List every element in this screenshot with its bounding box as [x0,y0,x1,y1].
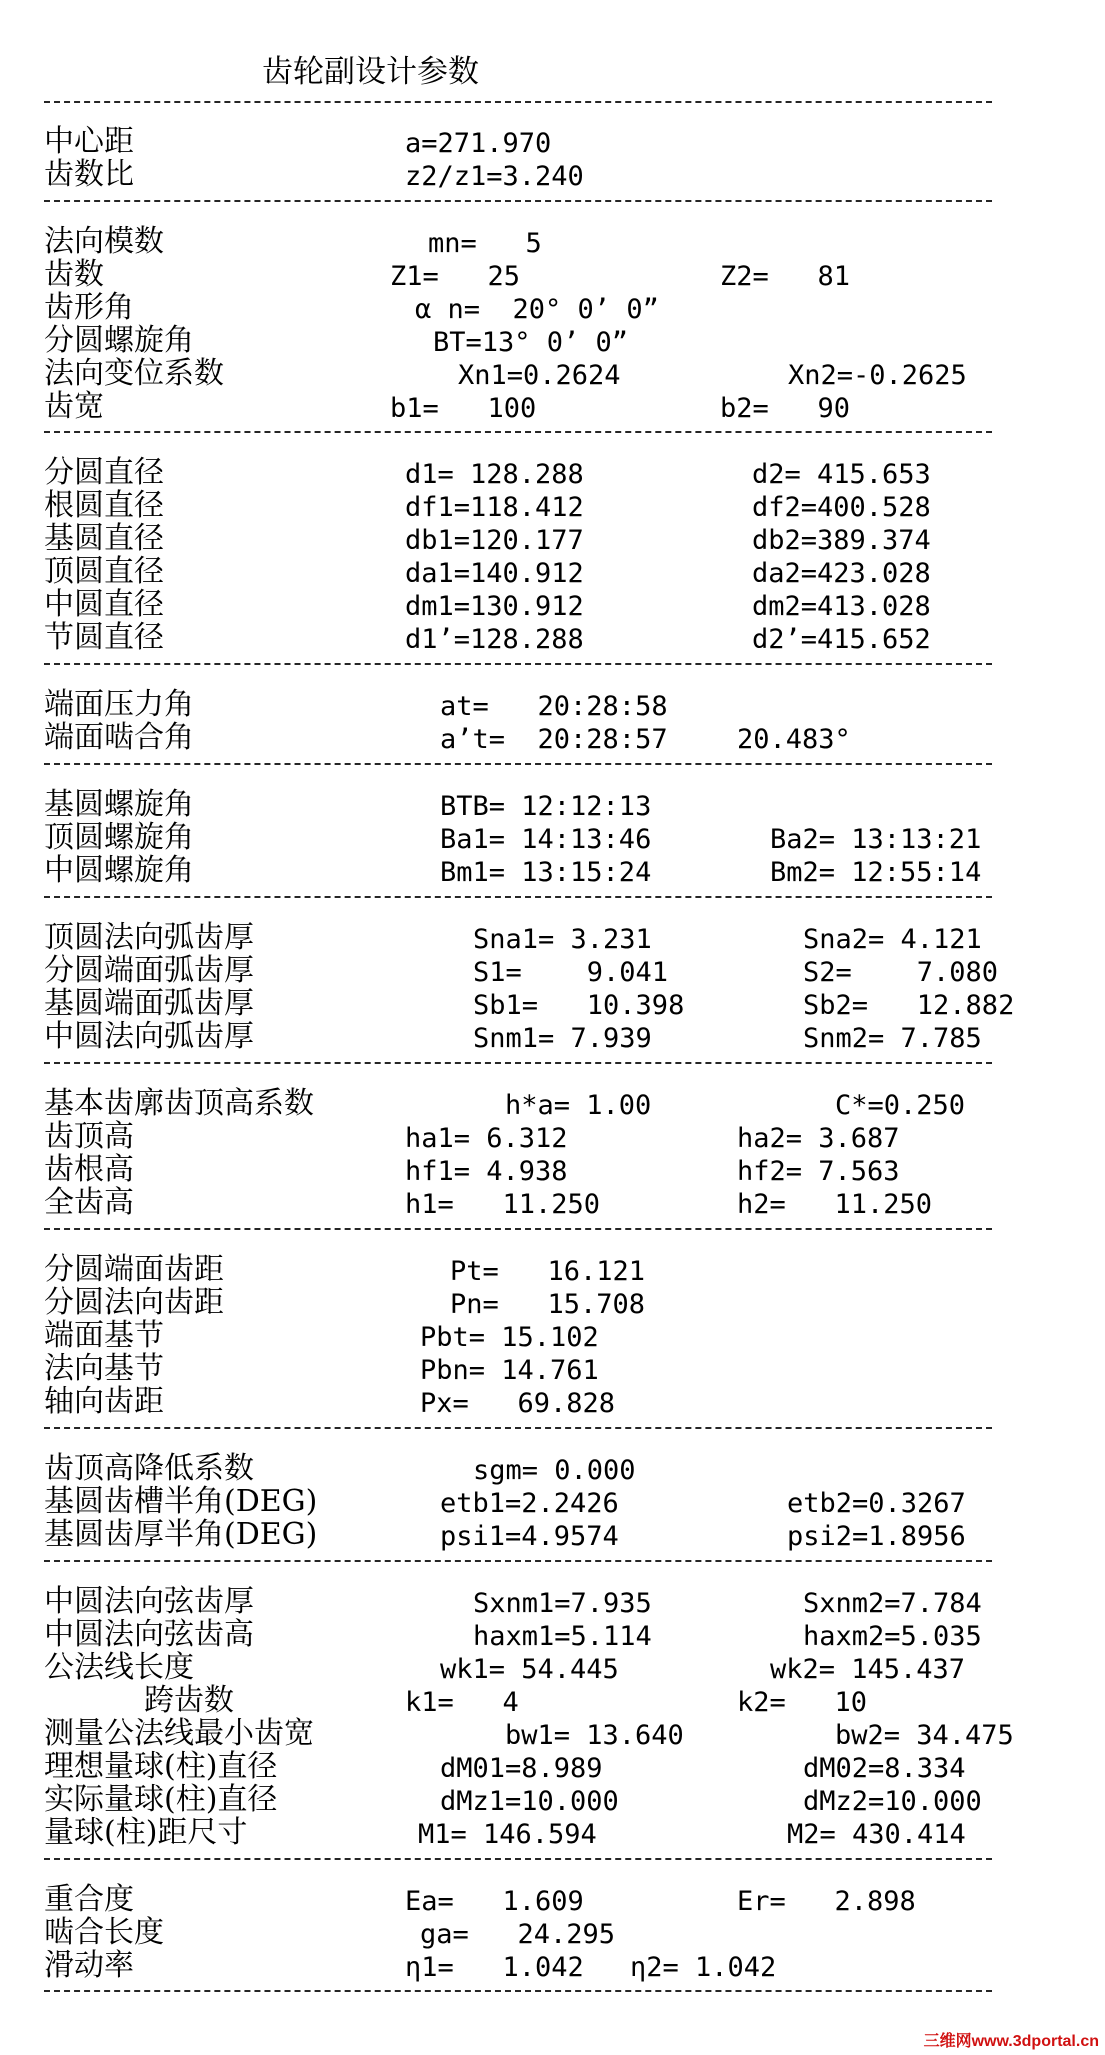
param-value-gear2: S2= 7.080 [803,957,999,988]
param-value-gear2: psi2=1.8956 [787,1521,966,1552]
param-label: 分圆螺旋角 [44,323,194,358]
param-value-gear1: Pt= 16.121 [450,1256,646,1287]
param-value-gear1: α n= 20° 0’ 0” [415,294,659,325]
param-value-gear1: Pn= 15.708 [450,1289,646,1320]
param-value-gear1: Sb1= 10.398 [473,990,685,1021]
param-value-gear1: Ba1= 14:13:46 [440,824,652,855]
param-value-gear1: b1= 100 [390,393,537,424]
param-label: 节圆直径 [44,620,164,655]
dashed-divider [44,1427,992,1429]
param-label: 分圆法向齿距 [44,1285,224,1320]
param-label: 根圆直径 [44,488,164,523]
param-value-gear1: Px= 69.828 [420,1388,616,1419]
param-value-gear1: d1= 128.288 [405,459,584,490]
param-value-gear1: dM01=8.989 [440,1753,603,1784]
param-value-gear2: η2= 1.042 [630,1952,777,1983]
param-label: 端面压力角 [44,687,194,722]
param-label: 基圆螺旋角 [44,787,194,822]
param-value-gear2: Ba2= 13:13:21 [770,824,982,855]
param-value-gear2: Z2= 81 [720,261,851,292]
param-label: 齿数 [44,257,104,292]
dashed-divider [44,896,992,898]
param-value-gear1: a=271.970 [405,128,552,159]
param-value-gear1: Bm1= 13:15:24 [440,857,652,888]
dashed-divider [44,1990,992,1992]
param-label: 法向模数 [44,224,164,259]
param-label: 齿顶高降低系数 [44,1451,254,1486]
param-value-gear2: Er= 2.898 [737,1886,916,1917]
param-value-gear1: Xn1=0.2624 [458,360,621,391]
param-value-gear1: η1= 1.042 [405,1952,584,1983]
param-value-gear2: Snm2= 7.785 [803,1023,982,1054]
param-value-gear2: haxm2=5.035 [803,1621,982,1652]
param-value-gear1: Z1= 25 [390,261,521,292]
param-label: 齿宽 [44,389,104,424]
param-label: 测量公法线最小齿宽 [44,1716,314,1751]
param-label: 齿顶高 [44,1119,134,1154]
param-value-gear2: 20.483° [737,724,851,755]
param-value-gear1: Pbn= 14.761 [420,1355,599,1386]
param-value-gear1: df1=118.412 [405,492,584,523]
watermark: 三维网www.3dportal.cn [923,2033,1099,2050]
param-label: 齿形角 [44,290,134,325]
dashed-divider [44,101,992,103]
param-label: 基圆端面弧齿厚 [44,986,254,1021]
param-label: 中心距 [44,124,134,159]
param-label: 分圆直径 [44,455,164,490]
param-value-gear2: Xn2=-0.2625 [788,360,967,391]
dashed-divider [44,663,992,665]
param-label: 理想量球(柱)直径 [44,1749,278,1784]
param-value-gear1: etb1=2.2426 [440,1488,619,1519]
param-value-gear2: Sxnm2=7.784 [803,1588,982,1619]
param-value-gear1: Sna1= 3.231 [473,924,652,955]
param-label: 中圆螺旋角 [44,853,194,888]
param-label: 基本齿廓齿顶高系数 [44,1086,314,1121]
param-label: 轴向齿距 [44,1384,164,1419]
param-value-gear2: wk2= 145.437 [770,1654,966,1685]
param-value-gear1: dMz1=10.000 [440,1786,619,1817]
param-value-gear2: dm2=413.028 [752,591,931,622]
param-value-gear1: psi1=4.9574 [440,1521,619,1552]
param-label: 中圆法向弧齿厚 [44,1019,254,1054]
param-value-gear2: C*=0.250 [835,1090,966,1121]
param-label: 齿数比 [44,157,134,192]
param-value-gear1: at= 20:28:58 [440,691,668,722]
param-value-gear1: bw1= 13.640 [505,1720,684,1751]
param-value-gear2: d2’=415.652 [752,624,931,655]
param-label: 重合度 [44,1882,134,1917]
param-value-gear2: k2= 10 [737,1687,868,1718]
dashed-divider [44,1560,992,1562]
param-label: 顶圆直径 [44,554,164,589]
param-label: 顶圆法向弧齿厚 [44,920,254,955]
param-label: 端面啮合角 [44,720,194,755]
dashed-divider [44,1858,992,1860]
param-value-gear1: M1= 146.594 [418,1819,597,1850]
param-value-gear1: sgm= 0.000 [473,1455,636,1486]
param-label: 中圆直径 [44,587,164,622]
param-label: 端面基节 [44,1318,164,1353]
param-value-gear1: Sxnm1=7.935 [473,1588,652,1619]
param-label: 量球(柱)距尺寸 [44,1815,248,1850]
param-value-gear1: h*a= 1.00 [505,1090,652,1121]
param-label: 齿根高 [44,1152,134,1187]
dashed-divider [44,1228,992,1230]
param-value-gear1: db1=120.177 [405,525,584,556]
param-value-gear2: db2=389.374 [752,525,931,556]
param-value-gear2: bw2= 34.475 [835,1720,1014,1751]
param-value-gear1: k1= 4 [405,1687,519,1718]
param-label: 基圆齿厚半角(DEG) [44,1517,318,1552]
param-value-gear1: S1= 9.041 [473,957,669,988]
param-value-gear1: a’t= 20:28:57 [440,724,668,755]
dashed-divider [44,200,992,202]
param-value-gear1: dm1=130.912 [405,591,584,622]
param-label: 基圆直径 [44,521,164,556]
dashed-divider [44,1062,992,1064]
param-value-gear2: d2= 415.653 [752,459,931,490]
param-label: 公法线长度 [44,1650,194,1685]
page-title: 齿轮副设计参数 [262,54,479,90]
param-value-gear1: hf1= 4.938 [405,1156,568,1187]
param-value-gear2: df2=400.528 [752,492,931,523]
param-value-gear1: z2/z1=3.240 [405,161,584,192]
param-value-gear1: Pbt= 15.102 [420,1322,599,1353]
param-value-gear2: Sb2= 12.882 [803,990,1015,1021]
param-label: 分圆端面弧齿厚 [44,953,254,988]
param-value-gear2: b2= 90 [720,393,851,424]
param-label: 实际量球(柱)直径 [44,1782,278,1817]
dashed-divider [44,431,992,433]
param-label: 顶圆螺旋角 [44,820,194,855]
param-value-gear2: ha2= 3.687 [737,1123,900,1154]
param-value-gear2: h2= 11.250 [737,1189,933,1220]
param-value-gear2: etb2=0.3267 [787,1488,966,1519]
param-value-gear1: BT=13° 0’ 0” [433,327,629,358]
param-label: 啮合长度 [44,1915,164,1950]
param-value-gear1: ha1= 6.312 [405,1123,568,1154]
param-value-gear2: Sna2= 4.121 [803,924,982,955]
param-label: 全齿高 [44,1185,134,1220]
param-value-gear1: BTB= 12:12:13 [440,791,652,822]
param-label: 法向基节 [44,1351,164,1386]
param-value-gear2: M2= 430.414 [787,1819,966,1850]
param-value-gear1: d1’=128.288 [405,624,584,655]
param-value-gear1: wk1= 54.445 [440,1654,619,1685]
param-label: 中圆法向弦齿厚 [44,1584,254,1619]
param-value-gear2: Bm2= 12:55:14 [770,857,982,888]
dashed-divider [44,763,992,765]
param-value-gear2: dM02=8.334 [803,1753,966,1784]
param-value-gear1: ga= 24.295 [420,1919,616,1950]
param-label: 法向变位系数 [44,356,224,391]
param-label: 滑动率 [44,1948,134,1983]
param-value-gear1: da1=140.912 [405,558,584,589]
param-value-gear1: haxm1=5.114 [473,1621,652,1652]
param-label: 基圆齿槽半角(DEG) [44,1484,318,1519]
param-value-gear2: da2=423.028 [752,558,931,589]
param-value-gear1: h1= 11.250 [405,1189,601,1220]
param-value-gear1: mn= 5 [428,228,542,259]
param-value-gear1: Snm1= 7.939 [473,1023,652,1054]
param-label: 中圆法向弦齿高 [44,1617,254,1652]
param-value-gear1: Ea= 1.609 [405,1886,584,1917]
param-label: 跨齿数 [144,1683,234,1718]
param-value-gear2: dMz2=10.000 [803,1786,982,1817]
param-value-gear2: hf2= 7.563 [737,1156,900,1187]
param-label: 分圆端面齿距 [44,1252,224,1287]
